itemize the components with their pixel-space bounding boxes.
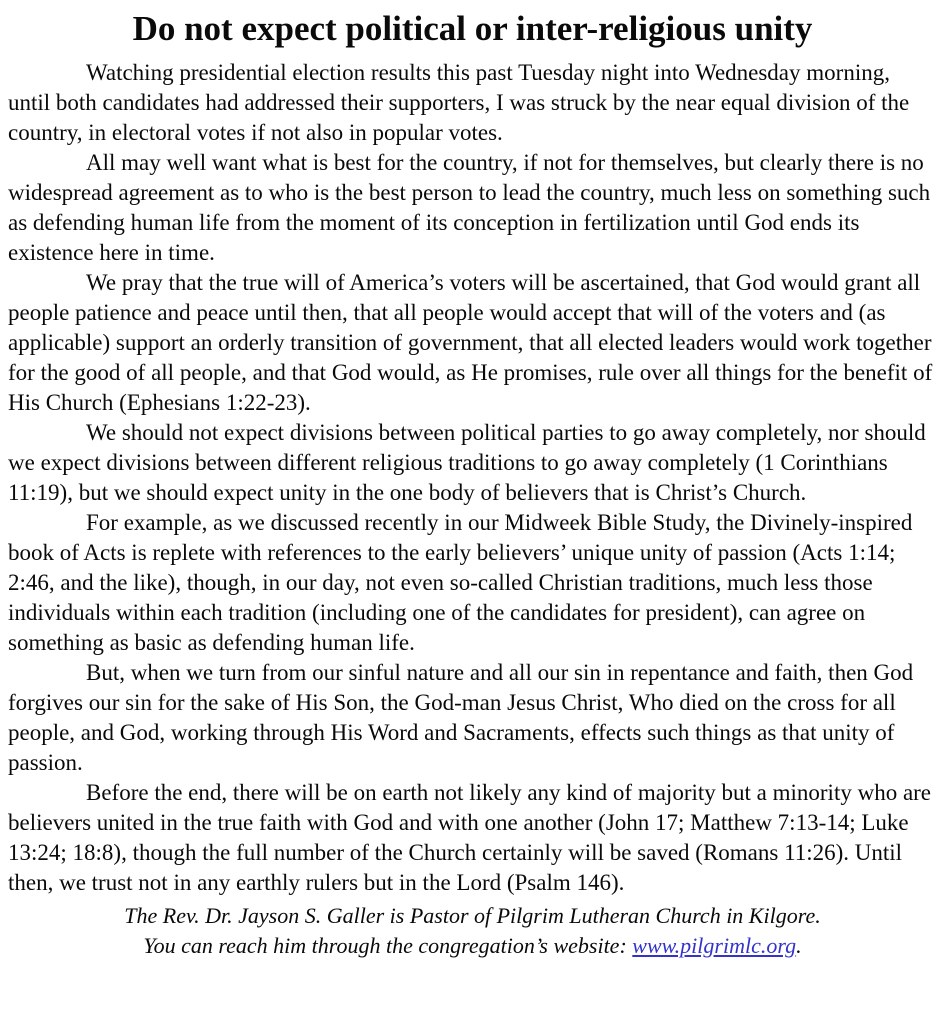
footer-contact-line xyxy=(8,931,937,961)
page-title: Do not expect political or inter-religious unity xyxy=(132,9,813,48)
paragraph-6: But, when we turn from our sinful nature and all our sin in repentance and faith, then God forgives our sin for the sake of His Son, the God-man Jesus Christ, Who died on the cross for all people, and God, working through His Word and Sacraments, effects such things as that unity of passion. xyxy=(8,660,914,775)
paragraph-5: For example, as we discussed recently in our Midweek Bible Study, the Divinely-inspired book of Acts is replete with references to the early believers’ unique unity of passion (Acts 1:14; 2:46, and the like), though, in our day, not even so-called Christian traditions, much less those individuals within each tradition (including one of the candidates for president), can agree on something as basic as defending human life. xyxy=(8,510,913,655)
article-footer xyxy=(8,901,937,961)
paragraph-3: We pray that the true will of America’s voters will be ascertained, that God would grant all people patience and peace until then, that all people would accept that will of the voters and (as applicable) support an orderly transition of government, that all elected leaders would work together for the good of all people, and that God would, as He promises, rule over all things for the benefit of His Church (Ephesians 1:22-23). xyxy=(8,270,933,415)
footer-byline: The Rev. Dr. Jayson S. Galler is Pastor of Pilgrim Lutheran Church in Kilgore. xyxy=(124,903,821,928)
footer-contact-period: . xyxy=(796,933,802,958)
paragraph-1: Watching presidential election results this past Tuesday night into Wednesday morning, until both candidates had addressed their supporters, I was struck by the near equal division of the country, in electoral votes if not also in popular votes. xyxy=(8,60,910,145)
paragraph-4: We should not expect divisions between political parties to go away completely, nor should we expect divisions between different religious traditions to go away completely (1 Corinthians 11:19), but we should expect unity in the one body of believers that is Christ’s Church. xyxy=(8,420,926,505)
website-link[interactable]: www.pilgrimlc.org xyxy=(632,933,797,958)
footer-contact-text: You can reach him through the congregation’s website: xyxy=(143,933,633,958)
paragraph-2: All may well want what is best for the country, if not for themselves, but clearly there is no widespread agreement as to who is the best person to lead the country, much less on something such as defending human life from the moment of its conception in fertilization until God ends its existence here in time. xyxy=(8,150,931,265)
paragraph-7: Before the end, there will be on earth not likely any kind of majority but a minority who are believers united in the true faith with God and with one another (John 17; Matthew 7:13-14; Luke 13:24; 18:8), though the full number of the Church certainly will be saved (Romans 11:26). Until then, we trust not in any earthly rulers but in the Lord (Psalm 146). xyxy=(8,780,932,895)
